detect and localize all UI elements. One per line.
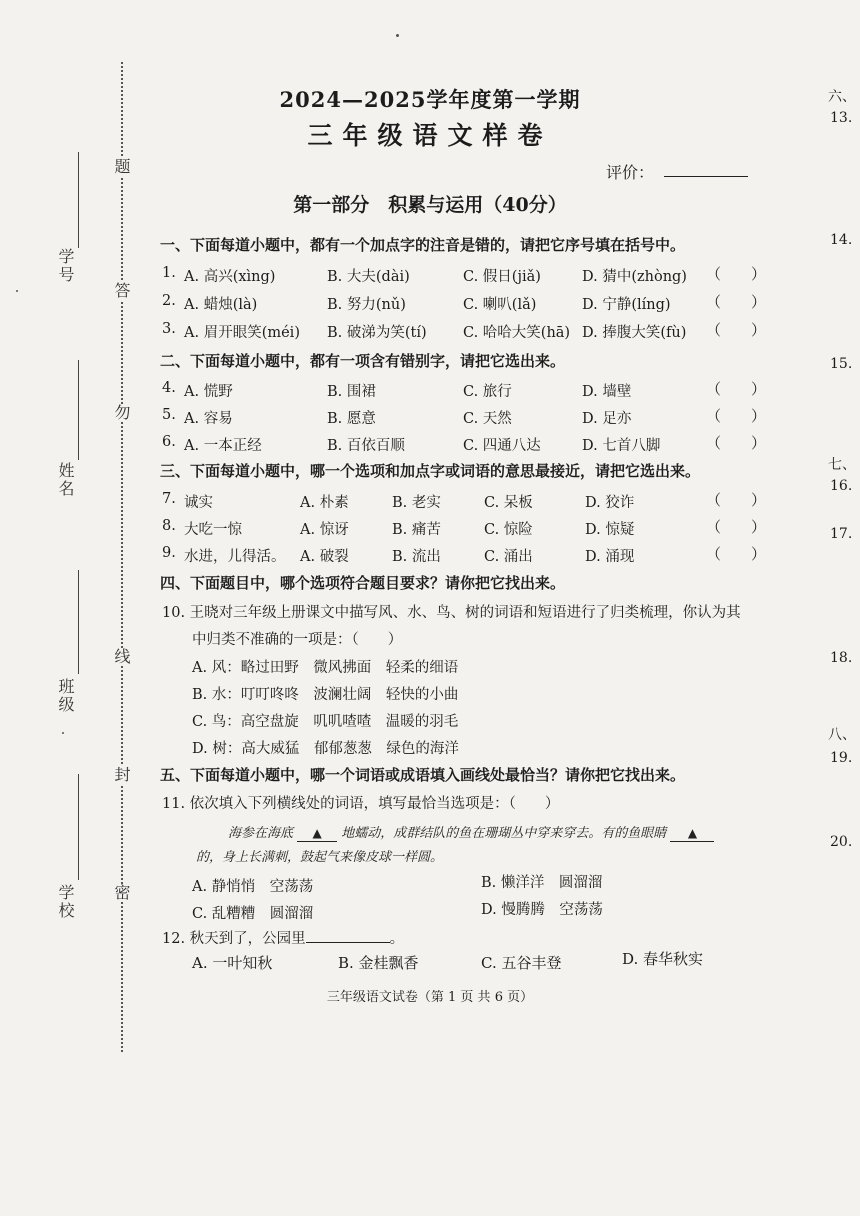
- section-heading: 二、下面每道小题中，都有一项含有错别字，请把它选出来。: [160, 352, 566, 370]
- question-10-line1: 10. 王晓对三年级上册课文中描写风、水、鸟、树的词语和短语进行了归类梳理，你认为其: [162, 605, 741, 621]
- option-b[interactable]: B. 破涕为笑(tí): [327, 325, 427, 341]
- option-c[interactable]: C. 旅行: [463, 384, 512, 400]
- option-b[interactable]: B. 痛苦: [392, 522, 441, 538]
- fill-blank[interactable]: [670, 826, 714, 842]
- option-d[interactable]: D. 宁静(líng): [582, 297, 671, 313]
- school-label: 学校: [56, 884, 75, 920]
- question-number: 18.: [830, 650, 853, 666]
- part1-title: 第一部分 积累与运用（40分）: [293, 194, 567, 216]
- option-d[interactable]: D. 树：高大威猛 郁郁葱葱 绿色的海洋: [192, 741, 459, 757]
- option-d[interactable]: D. 七首八脚: [582, 438, 661, 454]
- question-11: 11. 依次填入下列横线处的词语，填写最恰当选项是：（ ）: [162, 796, 560, 812]
- option-a[interactable]: A. 破裂: [300, 549, 349, 565]
- page-footer: 三年级语文试卷（第 1 页 共 6 页）: [326, 990, 534, 1005]
- scan-speck: [62, 732, 64, 734]
- question-number: 15.: [830, 356, 853, 372]
- class-label: 班级: [56, 678, 75, 714]
- option-c[interactable]: C. 涌出: [484, 549, 533, 565]
- section-heading: 一、下面每道小题中，都有一个加点字的注音是错的，请把它序号填在括号中。: [160, 236, 686, 254]
- question-number: 16.: [830, 478, 853, 494]
- option-a[interactable]: A. 朴素: [300, 495, 349, 511]
- option-c[interactable]: C. 喇叭(lǎ): [463, 297, 537, 313]
- question-number: 2.: [162, 293, 176, 309]
- question-number: 9.: [162, 545, 176, 561]
- option-d[interactable]: D. 足亦: [582, 411, 632, 427]
- seal-word: 答: [112, 282, 131, 300]
- student-number-label: 学号: [56, 248, 75, 284]
- seal-word: 封: [112, 766, 131, 784]
- question-number: 19.: [830, 750, 853, 766]
- section-number: 六、: [828, 89, 856, 105]
- triangle-marker-icon: ▲: [312, 826, 322, 840]
- question-12: [162, 927, 404, 948]
- option-c[interactable]: C. 惊险: [484, 522, 533, 538]
- class-line: [78, 570, 79, 674]
- answer-parentheses[interactable]: （ ）: [706, 293, 767, 311]
- name-line: [78, 360, 79, 460]
- triangle-marker-icon: ▲: [687, 826, 698, 840]
- seal-word: 线: [112, 648, 131, 666]
- option-a[interactable]: A. 眉开眼笑(méi): [184, 325, 300, 341]
- seal-word: 密: [112, 884, 131, 902]
- answer-parentheses[interactable]: （ ）: [706, 407, 767, 425]
- option-a[interactable]: A. 一本正经: [184, 438, 262, 454]
- option-a[interactable]: A. 容易: [184, 411, 233, 427]
- name-label: 姓名: [56, 462, 75, 498]
- option-d[interactable]: D. 慢腾腾 空荡荡: [481, 902, 603, 918]
- option-c[interactable]: C. 呆板: [484, 495, 533, 511]
- option-c[interactable]: C. 哈哈大笑(hā): [463, 325, 571, 341]
- question-number: 7.: [162, 491, 176, 507]
- seal-word: 题: [112, 158, 131, 176]
- option-d[interactable]: D. 惊疑: [585, 522, 635, 538]
- question-stem: 诚实: [184, 495, 213, 511]
- section-number: 七、: [828, 457, 856, 473]
- question-number: 4.: [162, 380, 176, 396]
- question-stem: 大吃一惊: [184, 522, 242, 538]
- option-d[interactable]: D. 墙壁: [582, 384, 632, 400]
- question-number: 8.: [162, 518, 176, 534]
- answer-parentheses[interactable]: （ ）: [706, 545, 767, 563]
- answer-parentheses[interactable]: （ ）: [706, 518, 767, 536]
- question-12-end: 。: [389, 931, 405, 947]
- passage-text: 地蠕动，成群结队的鱼在珊瑚丛中穿来穿去。有的鱼眼睛: [341, 826, 667, 841]
- question-number: 13.: [830, 110, 853, 126]
- option-c[interactable]: C. 乱糟糟 圆溜溜: [192, 906, 314, 922]
- section-heading: 四、下面题目中，哪个选项符合题目要求？请你把它找出来。: [160, 574, 566, 592]
- answer-parentheses[interactable]: （ ）: [706, 265, 767, 283]
- exam-title: 2024—2025学年度第一学期: [279, 87, 581, 112]
- option-c[interactable]: C. 五谷丰登: [481, 954, 562, 972]
- option-c[interactable]: C. 假日(jiǎ): [463, 269, 541, 285]
- option-b[interactable]: B. 金桂飘香: [338, 954, 419, 972]
- option-d[interactable]: D. 春华秋实: [622, 950, 704, 968]
- option-a[interactable]: A. 高兴(xìng): [184, 269, 276, 285]
- option-a[interactable]: A. 惊讶: [300, 522, 349, 538]
- rating-blank[interactable]: [664, 176, 748, 177]
- option-b[interactable]: B. 围裙: [327, 384, 376, 400]
- section-heading: 五、下面每道小题中，哪一个词语或成语填入画线处最恰当？请你把它找出来。: [160, 766, 686, 784]
- option-d[interactable]: D. 捧腹大笑(fù): [582, 325, 687, 341]
- section-heading: 三、下面每道小题中，哪一个选项和加点字或词语的意思最接近，请把它选出来。: [160, 462, 701, 480]
- fill-blank[interactable]: [297, 826, 337, 842]
- question-11-passage-line2: 的，身上长满刺，鼓起气来像皮球一样圆。: [196, 850, 444, 865]
- question-number: 6.: [162, 434, 176, 450]
- option-b[interactable]: B. 水：叮叮咚咚 波澜壮阔 轻快的小曲: [192, 687, 459, 703]
- scan-speck: [16, 290, 18, 292]
- scan-speck: [396, 34, 399, 37]
- exam-subtitle: 三年级语文样卷: [307, 121, 553, 150]
- section-number: 八、: [828, 727, 856, 743]
- option-a[interactable]: A. 静悄悄 空荡荡: [192, 879, 314, 895]
- option-a[interactable]: A. 一叶知秋: [192, 954, 273, 972]
- question-12-stem: 12. 秋天到了，公园里: [162, 931, 306, 947]
- school-line: [78, 774, 79, 880]
- option-b[interactable]: B. 老实: [392, 495, 441, 511]
- option-a[interactable]: A. 风：略过田野 微风拂面 轻柔的细语: [192, 660, 459, 676]
- question-11-passage-line1: [228, 822, 714, 842]
- option-d[interactable]: D. 猜中(zhòng): [582, 269, 687, 285]
- seal-word: 勿: [112, 404, 131, 422]
- answer-parentheses[interactable]: （ ）: [706, 321, 767, 339]
- answer-parentheses[interactable]: （ ）: [706, 434, 767, 452]
- option-b[interactable]: B. 百依百顺: [327, 438, 405, 454]
- answer-parentheses[interactable]: （ ）: [706, 380, 767, 398]
- option-b[interactable]: B. 努力(nǔ): [327, 297, 406, 313]
- question-number: 1.: [162, 265, 176, 281]
- option-a[interactable]: A. 慌野: [184, 384, 233, 400]
- option-b[interactable]: B. 大夫(dài): [327, 269, 410, 285]
- rating-label: 评价：: [606, 163, 655, 182]
- question-number: 3.: [162, 321, 176, 337]
- option-b[interactable]: B. 懒洋洋 圆溜溜: [481, 875, 603, 891]
- answer-parentheses[interactable]: （ ）: [706, 491, 767, 509]
- question-number: 14.: [830, 232, 853, 248]
- passage-text: 海参在海底: [228, 826, 294, 841]
- question-10-line2: 中归类不准确的一项是：（ ）: [192, 632, 403, 648]
- option-d[interactable]: D. 涌现: [585, 549, 635, 565]
- question-stem: 水进，儿得活。: [184, 549, 286, 565]
- fill-blank[interactable]: [306, 928, 390, 943]
- option-a[interactable]: A. 蜡烛(là): [184, 297, 258, 313]
- question-number: 5.: [162, 407, 176, 423]
- option-b[interactable]: B. 流出: [392, 549, 441, 565]
- option-b[interactable]: B. 愿意: [327, 411, 376, 427]
- question-number: 17.: [830, 526, 853, 542]
- question-number: 20.: [830, 834, 853, 850]
- option-c[interactable]: C. 天然: [463, 411, 512, 427]
- option-d[interactable]: D. 狡诈: [585, 495, 635, 511]
- option-c[interactable]: C. 鸟：高空盘旋 叽叽喳喳 温暖的羽毛: [192, 714, 459, 730]
- option-c[interactable]: C. 四通八达: [463, 438, 541, 454]
